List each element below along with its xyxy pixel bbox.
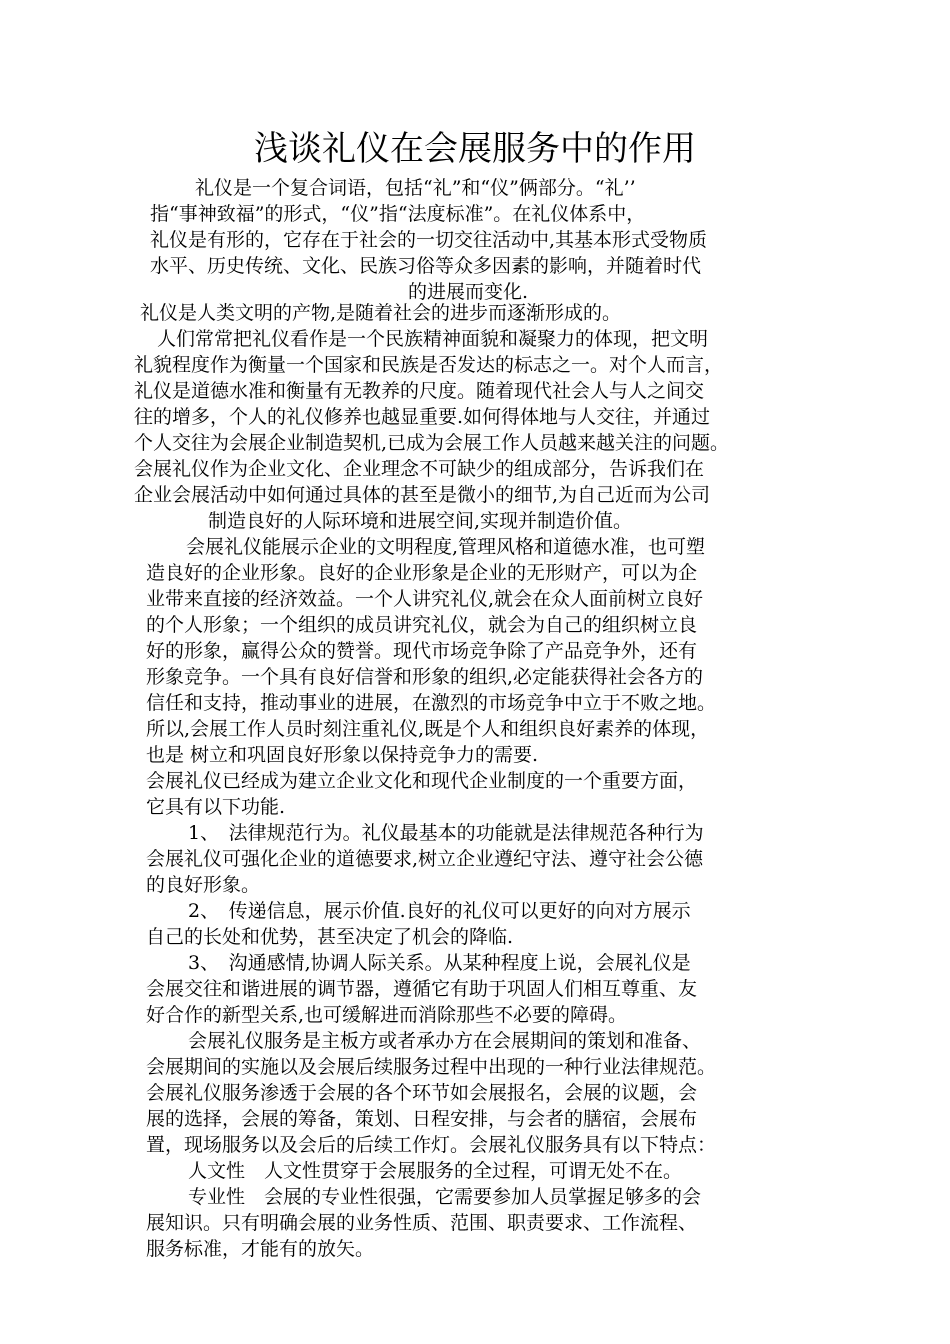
text-line: 置，现场服务以及会后的后续工作灯。会展礼仪服务具有以下特点： (146, 1134, 717, 1156)
text-line: 礼仪是人类文明的产物,是随着社会的进步而逐渐形成的。 (140, 302, 622, 324)
text-line: 会展礼仪服务渗透于会展的各个环节如会展报名，会展的议题，会 (146, 1082, 698, 1104)
text-line: 造良好的企业形象。良好的企业形象是企业的无形财产，可以为企 (146, 562, 698, 584)
text-line: 个人交往为会展企业制造契机,已成为会展工作人员越来越关注的问题。 (134, 432, 730, 454)
text-line: 礼仪是一个复合词语，包括“礼”和“仪”俩部分。“礼’’ (195, 177, 636, 199)
text-line: 企业会展活动中如何通过具体的甚至是微小的细节,为自己近而为公司 (134, 484, 711, 506)
text-line: 制造良好的人际环境和进展空间,实现并制造价值。 (208, 510, 633, 532)
text-line: 的进展而变化. (408, 281, 529, 303)
text-line: 的良好形象。 (146, 874, 261, 896)
text-line: 1、 法律规范行为。礼仪最基本的功能就是法律规范各种行为 (188, 822, 704, 844)
text-line: 的个人形象；一个组织的成员讲究礼仪，就会为自己的组织树立良 (146, 614, 698, 636)
text-line: 会展礼仪已经成为建立企业文化和现代企业制度的一个重要方面， (146, 770, 698, 792)
text-line: 展的选择，会展的筹备，策划、日程安排，与会者的膳宿，会展布 (146, 1108, 698, 1130)
text-line: 会展礼仪能展示企业的文明程度,管理风格和道德水准，也可塑 (186, 536, 706, 558)
text-line: 它具有以下功能. (146, 796, 286, 818)
text-line: 会展交往和谐进展的调节器，遵循它有助于巩固人们相互尊重、友 (146, 978, 698, 1000)
text-line: 人们常常把礼仪看作是一个民族精神面貌和凝聚力的体现，把文明 (157, 328, 709, 350)
text-line: 2、 传递信息，展示价值.良好的礼仪可以更好的向对方展示 (188, 900, 691, 922)
text-line: 形象竞争。一个具有良好信誉和形象的组织,必定能获得社会各方的 (146, 666, 704, 688)
text-line: 会展礼仪可强化企业的道德要求,树立企业遵纪守法、遵守社会公德 (146, 848, 704, 870)
text-line: 信任和支持，推动事业的进展，在激烈的市场竞争中立于不败之地。 (146, 692, 717, 714)
text-line: 会展礼仪服务是主板方或者承办方在会展期间的策划和准备、 (188, 1030, 702, 1052)
text-line: 礼貌程度作为衡量一个国家和民族是否发达的标志之一。对个人而言， (134, 354, 724, 376)
text-line: 展知识。只有明确会展的业务性质、范围、职责要求、工作流程、 (146, 1212, 698, 1234)
text-line: 业带来直接的经济效益。一个人讲究礼仪,就会在众人面前树立良好 (146, 588, 704, 610)
text-line: 也是 树立和巩固良好形象以保持竞争力的需要. (146, 744, 539, 766)
text-line: 好合作的新型关系,也可缓解进而消除那些不必要的障碍。 (146, 1004, 628, 1026)
text-line: 礼仪是道德水准和衡量有无教养的尺度。随着现代社会人与人之间交 (134, 380, 705, 402)
text-line: 会展礼仪作为企业文化、企业理念不可缺少的组成部分，告诉我们在 (134, 458, 705, 480)
text-line: 会展期间的实施以及会展后续服务过程中出现的一种行业法律规范。 (146, 1056, 717, 1078)
text-line: 指“事神致福”的形式，“仪”指“法度标准”。在礼仪体系中， (150, 203, 646, 225)
text-line: 往的增多，个人的礼仪修养也越显重要.如何得体地与人交往，并通过 (134, 406, 711, 428)
text-line: 所以,会展工作人员时刻注重礼仪,既是个人和组织良好素养的体现， (146, 718, 710, 740)
text-line: 3、 沟通感情,协调人际关系。从某种程度上说，会展礼仪是 (188, 952, 691, 974)
text-line: 人文性 人文性贯穿于会展服务的全过程，可谓无处不在。 (188, 1160, 683, 1182)
text-line: 专业性 会展的专业性很强，它需要参加人员掌握足够多的会 (188, 1186, 702, 1208)
text-line: 服务标准，才能有的放矢。 (146, 1238, 375, 1260)
text-line: 水平、历史传统、文化、民族习俗等众多因素的影响，并随着时代 (150, 255, 702, 277)
text-line: 自己的长处和优势，甚至决定了机会的降临. (146, 926, 514, 948)
text-line: 好的形象，赢得公众的赞誉。现代市场竞争除了产品竞争外，还有 (146, 640, 698, 662)
document-title: 浅谈礼仪在会展服务中的作用 (254, 129, 696, 169)
text-line: 礼仪是有形的，它存在于社会的一切交往活动中,其基本形式受物质 (150, 229, 708, 251)
